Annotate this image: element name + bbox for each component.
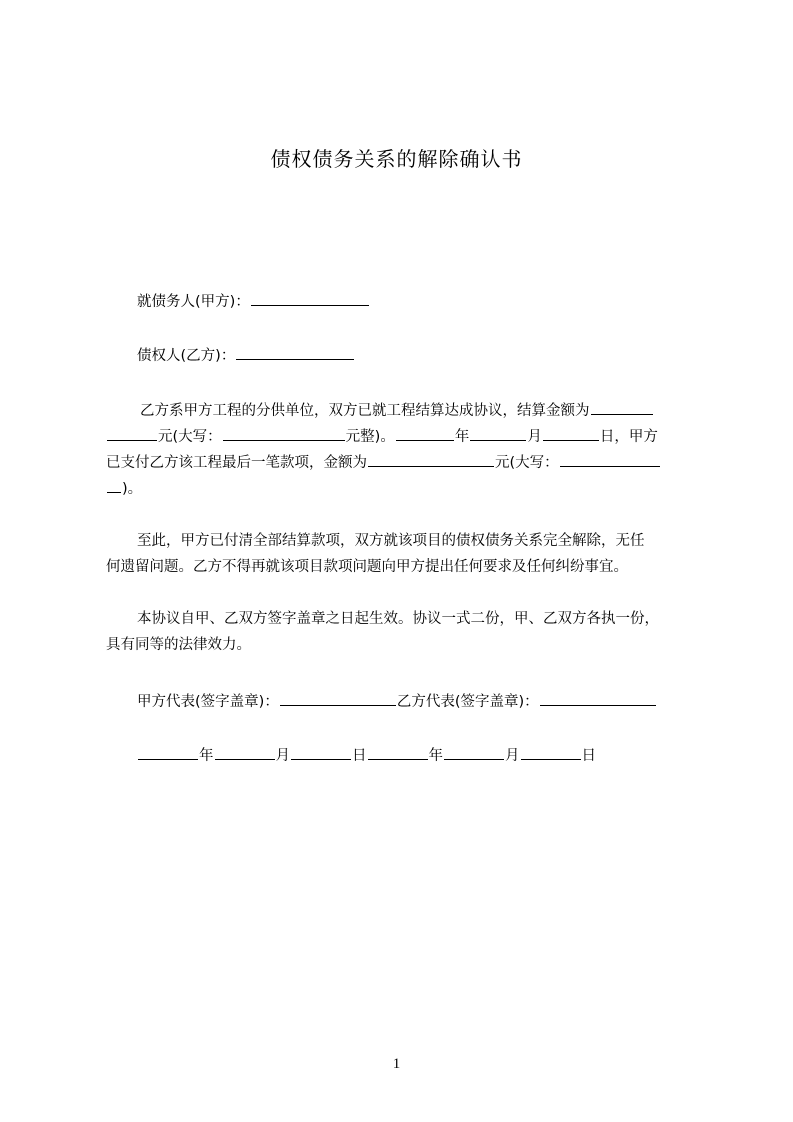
debtor-line [137,290,370,312]
creditor-label: 债权人(乙方)： [137,348,236,364]
settlement-amount-blank [591,399,653,415]
party-a-sign-blank [280,690,396,706]
para2-line1: 至此，甲方已付清全部结算款项，双方就该项目的债权债务关系完全解除，无任 [137,533,645,549]
para1-line4: )。 [106,477,142,499]
creditor-line [137,344,355,366]
page-number: 1 [392,1056,401,1072]
settlement-amount-blank-cont [107,425,157,441]
date-day-blank [543,425,599,441]
signature-line [137,690,657,712]
para1-line1: 乙方系甲方工程的分供单位，双方已就工程结算达成协议，结算金额为 [140,399,654,421]
payment-amount-words-blank-cont [107,477,121,493]
creditor-blank [236,344,354,360]
para1-line2: 元(大写： 元整)。 年 月 日，甲方 [106,425,658,447]
party-b-day-blank [521,744,581,760]
debtor-blank [251,290,369,306]
sign-date-row: 年 月 日 年 月 日 [137,744,596,766]
party-b-year-blank [368,744,428,760]
settlement-amount-words-blank [223,425,345,441]
party-b-sign-blank [540,690,656,706]
para3-line2: 具有同等的法律效力。 [106,637,251,653]
payment-amount-blank [368,451,494,467]
party-a-sign-label: 甲方代表(签字盖章)： [137,694,279,710]
party-b-month-blank [444,744,504,760]
party-a-month-blank [215,744,275,760]
party-a-day-blank [291,744,351,760]
party-b-sign-label: 乙方代表(签字盖章)： [396,694,539,710]
party-a-year-blank [138,744,198,760]
para2-line2: 何遗留问题。乙方不得再就该项目款项问题向甲方提出任何要求及任何纠纷事宜。 [106,559,628,575]
date-month-blank [470,425,526,441]
date-year-blank [396,425,454,441]
document-title: 债权债务关系的解除确认书 [270,147,523,171]
para3-line1: 本协议自甲、乙双方签字盖章之日起生效。协议一式二份，甲、乙双方各执一份， [137,611,659,627]
para1-line3: 已支付乙方该工程最后一笔款项，金额为 元(大写： [106,451,661,473]
debtor-label: 就债务人(甲方)： [137,294,250,310]
payment-amount-words-blank [560,451,660,467]
